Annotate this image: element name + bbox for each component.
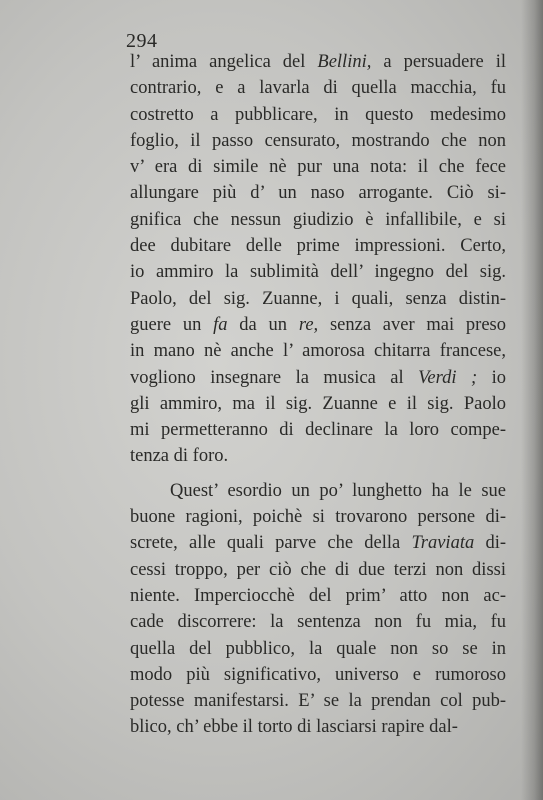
text-line: foglio, il passo censurato, mostrando che non [130, 130, 506, 151]
text-line: io ammiro la sublimità dell’ ingegno del sig. [130, 262, 506, 283]
italic-text: fa [213, 314, 228, 335]
italic-text: re, [298, 314, 319, 335]
paragraph [130, 478, 506, 741]
text-line: niente. Imperciocchè del prim’ atto non ac- [130, 585, 506, 606]
text-line: blico, ch’ ebbe il torto di lasciarsi rapire dal- [130, 717, 458, 738]
italic-text: Bellini, [317, 52, 372, 72]
text-line: quella del pubblico, la quale non so se in [130, 638, 506, 659]
text-line: allungare più d’ un naso arrogante. Ciò si- [130, 183, 506, 204]
text-line: Paolo, del sig. Zuanne, i quali, senza distin- [130, 288, 506, 309]
paragraph [130, 49, 506, 470]
body-text [130, 49, 506, 741]
text-line: v’ era di simile nè pur una nota: il che fece [130, 157, 506, 178]
paragraph-gap [130, 470, 506, 478]
text-line: modo più significativo, universo e rumoroso [130, 664, 506, 685]
text-line: l’ anima angelica del Bellini, a persuadere il [130, 52, 506, 72]
page-gutter-shadow [521, 0, 543, 800]
italic-text: Verdi ; [418, 367, 478, 388]
text-line: buone ragioni, poichè si trovarono persone di- [130, 507, 506, 528]
text-line: contrario, e a lavarla di quella macchia, fu [130, 78, 506, 99]
text-line: vogliono insegnare la musica al Verdi ; io [130, 367, 506, 388]
text-line: guere un fa da un re, senza aver mai preso [130, 314, 506, 335]
text-line: Quest’ esordio un po’ lunghetto ha le sue [170, 480, 506, 501]
text-line: costretto a pubblicare, in questo medesimo [130, 104, 506, 125]
text-line: dee dubitare delle prime impressioni. Certo, [130, 236, 506, 257]
italic-text: Traviata [411, 533, 475, 554]
text-line: gli ammiro, ma il sig. Zuanne e il sig. Paolo [130, 393, 506, 414]
text-line: cade discorrere: la sentenza non fu mia, fu [130, 612, 506, 633]
page-number: 294 [126, 30, 158, 52]
text-line: gnifica che nessun giudizio è infallibile, e si [130, 209, 506, 230]
text-line: cessi troppo, per ciò che di due terzi non dissi [130, 559, 506, 580]
text-line: in mano nè anche l’ amorosa chitarra francese, [130, 341, 506, 362]
text-line: screte, alle quali parve che della Traviata di- [130, 533, 506, 554]
text-line: mi permetteranno di declinare la loro compe- [130, 420, 506, 441]
text-line: tenza di foro. [130, 446, 229, 467]
text-line: potesse manifestarsi. E’ se la prendan col pub- [130, 691, 506, 712]
